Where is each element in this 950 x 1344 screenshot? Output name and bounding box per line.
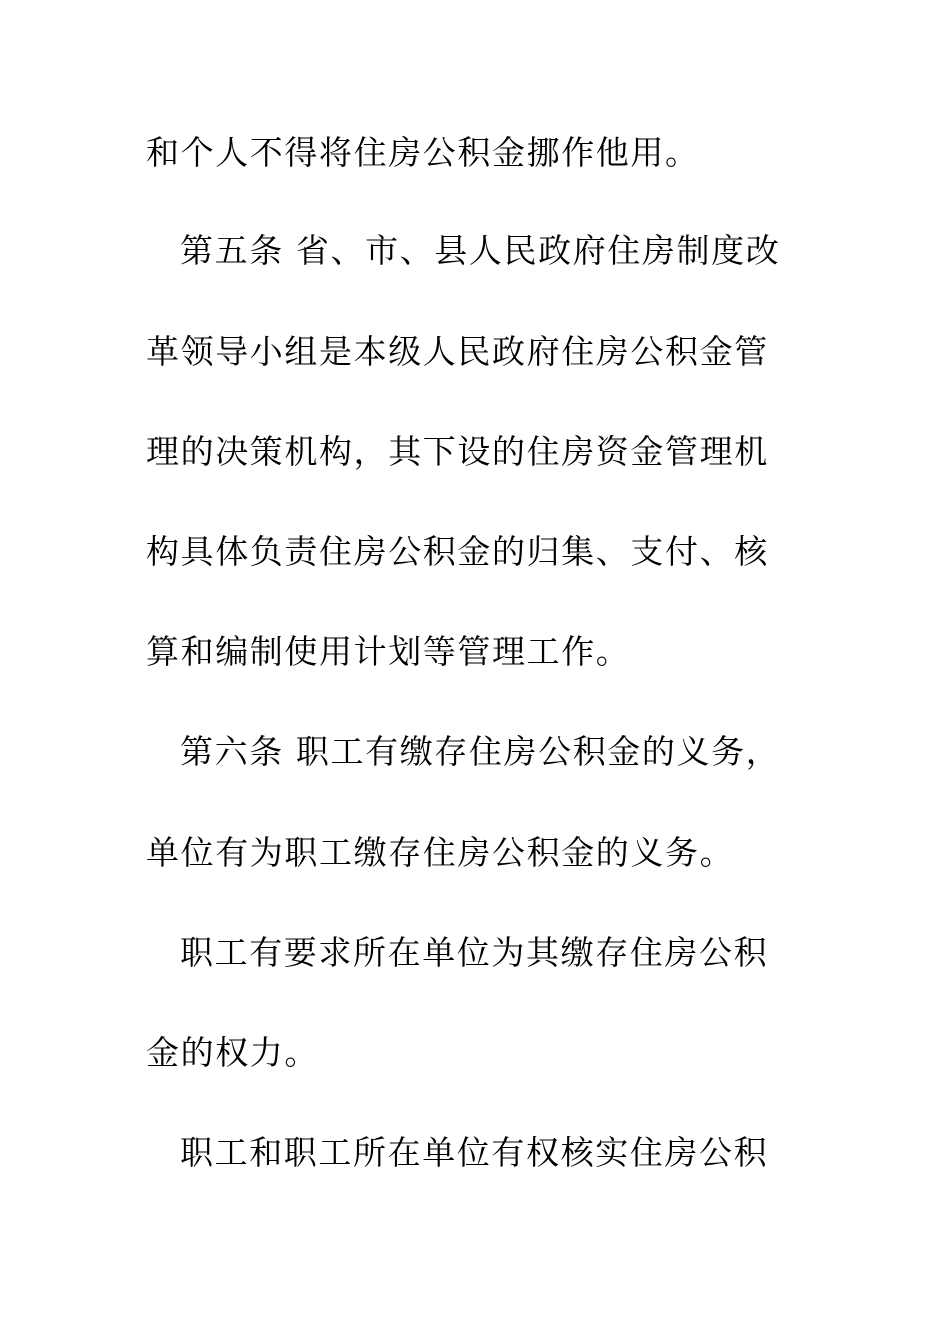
- text-line: 算和编制使用计划等管理工作。: [146, 632, 631, 671]
- paragraph-start-line: 职工有要求所在单位为其缴存住房公积: [180, 933, 769, 972]
- text-line: 和个人不得将住房公积金挪作他用。: [146, 133, 700, 172]
- text-line: 革领导小组是本级人民政府住房公积金管: [146, 332, 769, 371]
- paragraph-start-line: 职工和职工所在单位有权核实住房公积: [180, 1133, 769, 1172]
- text-line: 理的决策机构，其下设的住房资金管理机: [146, 432, 769, 471]
- article-6-heading-line: 第六条 职工有缴存住房公积金的义务，: [180, 732, 781, 771]
- article-5-heading-line: 第五条 省、市、县人民政府住房制度改: [180, 231, 781, 270]
- text-line: 单位有为职工缴存住房公积金的义务。: [146, 833, 735, 872]
- text-line: 构具体负责住房公积金的归集、支付、核: [146, 532, 769, 571]
- text-line: 金的权力。: [146, 1033, 319, 1072]
